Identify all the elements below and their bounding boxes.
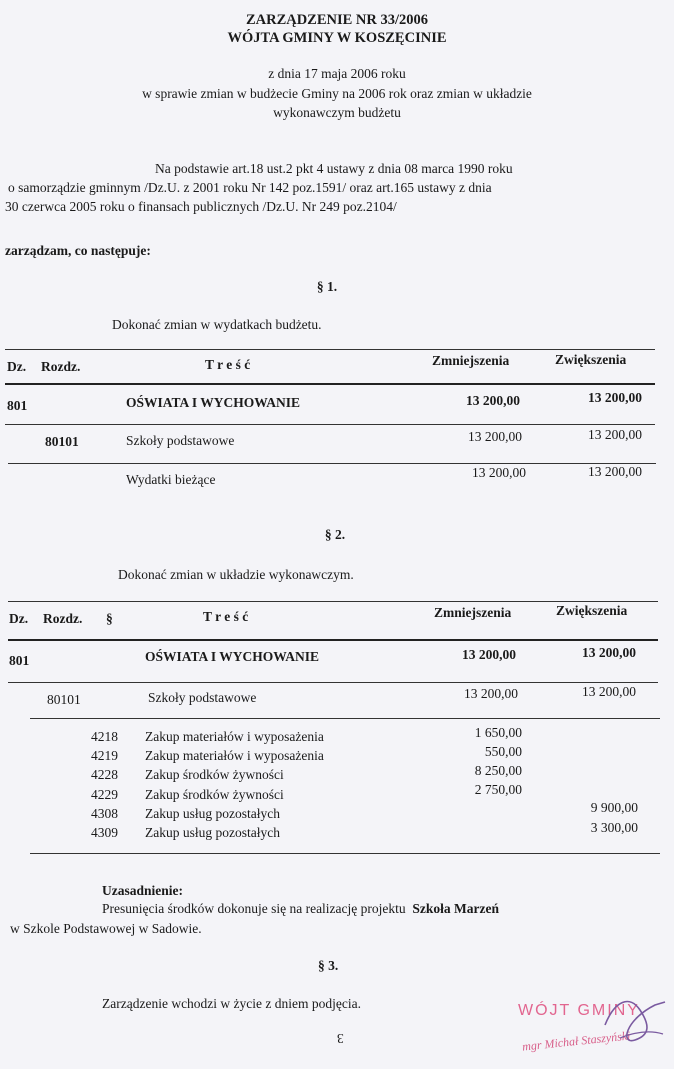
item-label: Zakup usług pozostałych	[145, 825, 280, 840]
s2-division-increase: 13 200,00	[582, 645, 636, 660]
s2-chapter-code: 80101	[47, 692, 81, 707]
s1-rule-top	[5, 349, 655, 350]
item-paragraph: 4229	[91, 787, 118, 802]
s1-row-code: 80101	[45, 434, 79, 449]
stamp-title: WÓJT GMINY	[518, 1002, 640, 1019]
s1-row-decrease: 13 200,00	[472, 465, 526, 480]
justification-text: Presunięcia środków dokonuje się na realizację projektu	[102, 901, 406, 916]
legal-basis-line1: Na podstawie art.18 ust.2 pkt 4 ustawy z dnia 08 marca 1990 roku	[155, 161, 513, 176]
document-subject-line2: wykonawczym budżetu	[273, 105, 401, 120]
item-decrease: 8 250,00	[474, 763, 522, 778]
s1-header-dz: Dz.	[7, 359, 27, 374]
project-name: Szkoła Marzeń	[412, 901, 500, 916]
document-title-line2: WÓJTA GMINY W KOSZĘCINIE	[227, 30, 447, 46]
s2-header-tresc: T r e ś ć	[203, 609, 249, 624]
document-subject-line1: w sprawie zmian w budżecie Gminy na 2006 rok oraz zmian w układzie	[142, 86, 532, 101]
s1-row-label: Szkoły podstawowe	[126, 433, 235, 448]
item-decrease: 550,00	[484, 744, 522, 759]
s1-row-increase: 13 200,00	[588, 390, 642, 405]
s1-rule-2	[5, 424, 655, 425]
s2-rule-bottom	[30, 853, 660, 854]
item-paragraph: 4309	[91, 825, 118, 840]
item-paragraph: 4228	[91, 767, 118, 782]
s2-rule-header	[8, 639, 658, 641]
item-increase: 3 300,00	[590, 820, 638, 835]
item-label: Zakup usług pozostałych	[145, 806, 280, 821]
s2-division-label: OŚWIATA I WYCHOWANIE	[145, 649, 320, 664]
s1-row-label: Wydatki bieżące	[126, 472, 216, 487]
signature-icon	[595, 990, 670, 1050]
document-title-line1: ZARZĄDZENIE NR 33/2006	[245, 12, 429, 28]
legal-basis-line2: o samorządzie gminnym /Dz.U. z 2001 roku Nr 142 poz.1591/ oraz art.165 ustawy z dnia	[8, 180, 492, 195]
s1-row-decrease: 13 200,00	[468, 429, 522, 444]
item-label: Zakup materiałów i wyposażenia	[145, 748, 324, 763]
s2-header-decrease: Zmniejszenia	[434, 605, 512, 620]
section1-intro: Dokonać zmian w wydatkach budżetu.	[112, 317, 322, 332]
stamp-name: mgr Michał Staszyński	[521, 1028, 632, 1054]
s2-rule-top	[8, 601, 658, 602]
s1-row-increase: 13 200,00	[588, 464, 642, 479]
item-label: Zakup środków żywności	[145, 787, 284, 802]
legal-basis-line3: 30 czerwca 2005 roku o finansach publicznych /Dz.U. Nr 249 poz.2104/	[5, 199, 397, 214]
justification-heading: Uzasadnienie:	[102, 883, 183, 898]
justification-text-line2: w Szkole Podstawowej w Sadowie.	[10, 921, 202, 936]
s2-chapter-label: Szkoły podstawowe	[148, 690, 257, 705]
document-date: z dnia 17 maja 2006 roku	[268, 66, 406, 81]
item-decrease: 2 750,00	[474, 782, 522, 797]
s1-row-code: 801	[7, 398, 28, 413]
item-paragraph: 4308	[91, 806, 118, 821]
s2-header-rozdz: Rozdz.	[43, 611, 83, 626]
s2-header-increase: Zwiększenia	[556, 603, 628, 618]
s1-row-decrease: 13 200,00	[466, 393, 520, 408]
decree-line: zarządzam, co następuje:	[5, 243, 151, 258]
s2-rule-2	[8, 682, 658, 683]
s1-header-decrease: Zmniejszenia	[432, 353, 510, 368]
section3-heading: § 3.	[318, 958, 339, 973]
section3-text: Zarządzenie wchodzi w życie z dniem podjęcia.	[102, 996, 361, 1011]
s1-header-tresc: T r e ś ć	[205, 357, 251, 372]
s2-division-decrease: 13 200,00	[462, 647, 516, 662]
section2-heading: § 2.	[324, 527, 346, 542]
s1-row-increase: 13 200,00	[588, 427, 642, 442]
s2-header-dz: Dz.	[9, 611, 29, 626]
s2-chapter-decrease: 13 200,00	[464, 686, 518, 701]
item-paragraph: 4218	[91, 729, 118, 744]
s2-chapter-increase: 13 200,00	[582, 684, 636, 699]
item-label: Zakup środków żywności	[145, 767, 284, 782]
s2-header-par: §	[106, 611, 113, 626]
item-paragraph: 4219	[91, 748, 118, 763]
justification-text-line1	[102, 901, 499, 917]
s1-header-increase: Zwiększenia	[555, 352, 627, 367]
item-increase: 9 900,00	[590, 800, 638, 815]
s1-header-rozdz: Rozdz.	[41, 359, 81, 374]
section1-heading: § 1.	[316, 279, 338, 294]
item-label: Zakup materiałów i wyposażenia	[145, 729, 324, 744]
section2-intro: Dokonać zmian w układzie wykonawczym.	[118, 567, 354, 582]
page-mark: 3	[337, 1031, 344, 1046]
item-decrease: 1 650,00	[474, 725, 522, 740]
s2-rule-3	[30, 718, 660, 719]
s1-rule-header	[5, 383, 655, 385]
s2-division-code: 801	[9, 653, 30, 668]
s1-row-label: OŚWIATA I WYCHOWANIE	[126, 395, 301, 410]
